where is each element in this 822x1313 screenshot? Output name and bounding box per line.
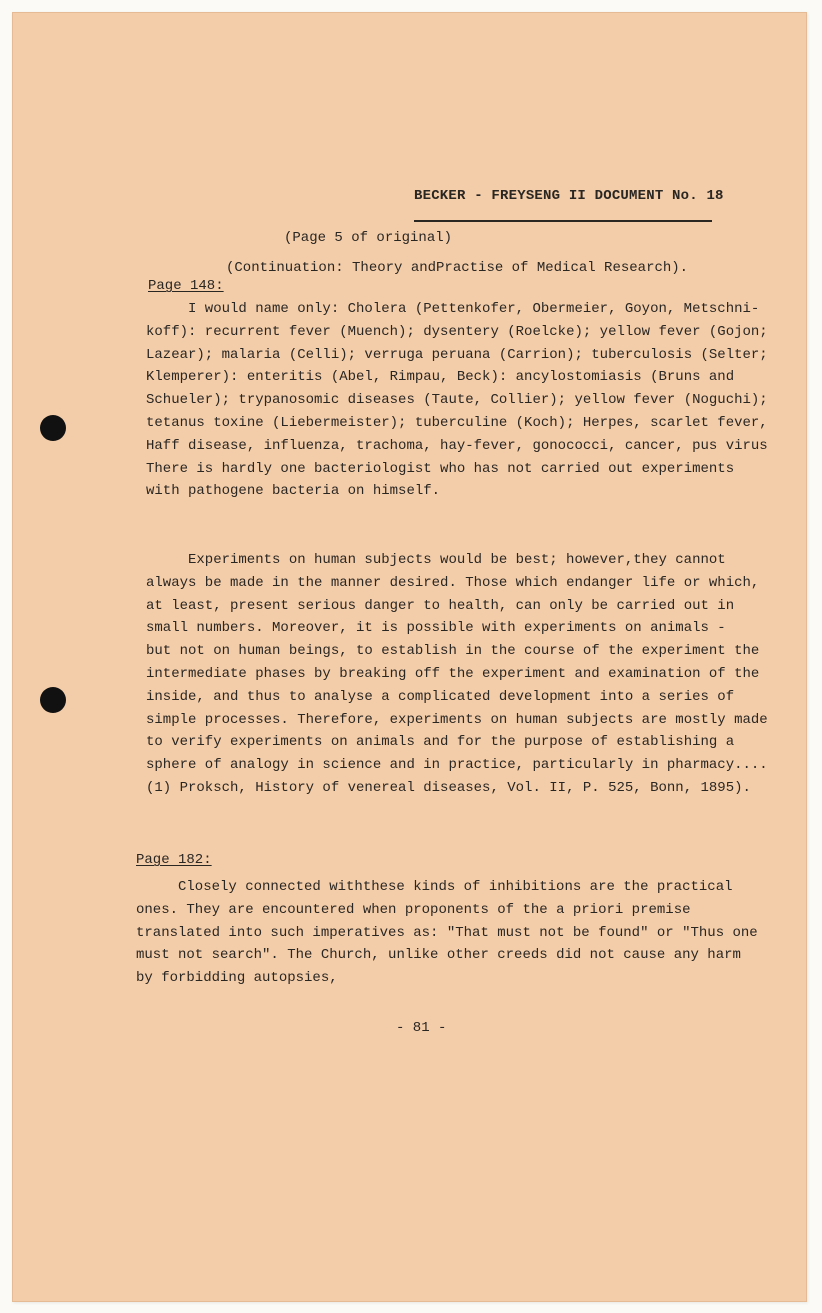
text-line: with pathogene bacteria on himself. bbox=[146, 483, 441, 500]
text-line: translated into such imperatives as: "That must not be found" or "Thus one bbox=[136, 924, 758, 941]
text-line: at least, present serious danger to health, can only be carried out in bbox=[146, 597, 735, 614]
punch-hole-lower bbox=[40, 687, 66, 713]
text-line: Closely connected withthese kinds of inhibitions are the practical bbox=[178, 879, 733, 895]
text-line: There is hardly one bacteriologist who has not carried out experiments bbox=[146, 460, 735, 477]
footnote-line: (1) Proksch, History of venereal diseases, Vol. II, P. 525, Bonn, 1895). bbox=[146, 779, 751, 796]
title-underline bbox=[414, 220, 712, 222]
document-title: BECKER - FREYSENG II DOCUMENT No. 18 bbox=[414, 188, 724, 204]
text-line: inside, and thus to analyse a complicated development into a series of bbox=[146, 688, 735, 705]
punch-hole-upper bbox=[40, 415, 66, 441]
page-reference-148: Page 148: bbox=[148, 278, 224, 294]
paragraph-human-experiments bbox=[146, 549, 768, 800]
text-line: Haff disease, influenza, trachoma, hay-fever, gonococci, cancer, pus virus bbox=[146, 437, 768, 454]
text-line: koff): recurrent fever (Muench); dysentery (Roelcke); yellow fever (Gojon; bbox=[146, 323, 768, 340]
text-line: Experiments on human subjects would be best; however,they cannot bbox=[188, 552, 726, 568]
text-line: sphere of analogy in science and in practice, particularly in pharmacy.... bbox=[146, 757, 768, 774]
text-line: always be made in the manner desired. Those which endanger life or which, bbox=[146, 574, 760, 591]
text-line: must not search". The Church, unlike other creeds did not cause any harm bbox=[136, 947, 741, 964]
document-sheet bbox=[12, 12, 807, 1302]
text-line: simple processes. Therefore, experiments on human subjects are mostly made bbox=[146, 711, 768, 728]
paragraph-researchers-list bbox=[146, 298, 768, 503]
text-line: Schueler); trypanosomic diseases (Taute, Collier); yellow fever (Noguchi); bbox=[146, 392, 768, 409]
text-line: by forbidding autopsies, bbox=[136, 970, 338, 987]
text-line: but not on human beings, to establish in the course of the experiment the bbox=[146, 643, 760, 660]
text-line: ones. They are encountered when proponents of the a priori premise bbox=[136, 901, 691, 918]
original-page-note: (Page 5 of original) bbox=[284, 230, 453, 246]
text-line: to verify experiments on animals and for the purpose of establishing a bbox=[146, 734, 735, 751]
page-reference-182: Page 182: bbox=[136, 852, 212, 868]
continuation-heading: (Continuation: Theory andPractise of Medical Research). bbox=[226, 260, 689, 276]
paragraph-practical-inhibitions bbox=[136, 876, 758, 990]
text-line: Klemperer): enteritis (Abel, Rimpau, Beck): ancylostomiasis (Bruns and bbox=[146, 369, 735, 386]
text-line: intermediate phases by breaking off the experiment and examination of the bbox=[146, 665, 760, 682]
page-number: - 81 - bbox=[396, 1020, 447, 1036]
text-line: tetanus toxine (Liebermeister); tuberculine (Koch); Herpes, scarlet fever, bbox=[146, 414, 768, 431]
text-line: small numbers. Moreover, it is possible with experiments on animals - bbox=[146, 620, 726, 637]
text-line: Lazear); malaria (Celli); verruga peruana (Carrion); tuberculosis (Selter; bbox=[146, 346, 768, 363]
text-line: I would name only: Cholera (Pettenkofer, Obermeier, Goyon, Metschni- bbox=[188, 301, 760, 317]
